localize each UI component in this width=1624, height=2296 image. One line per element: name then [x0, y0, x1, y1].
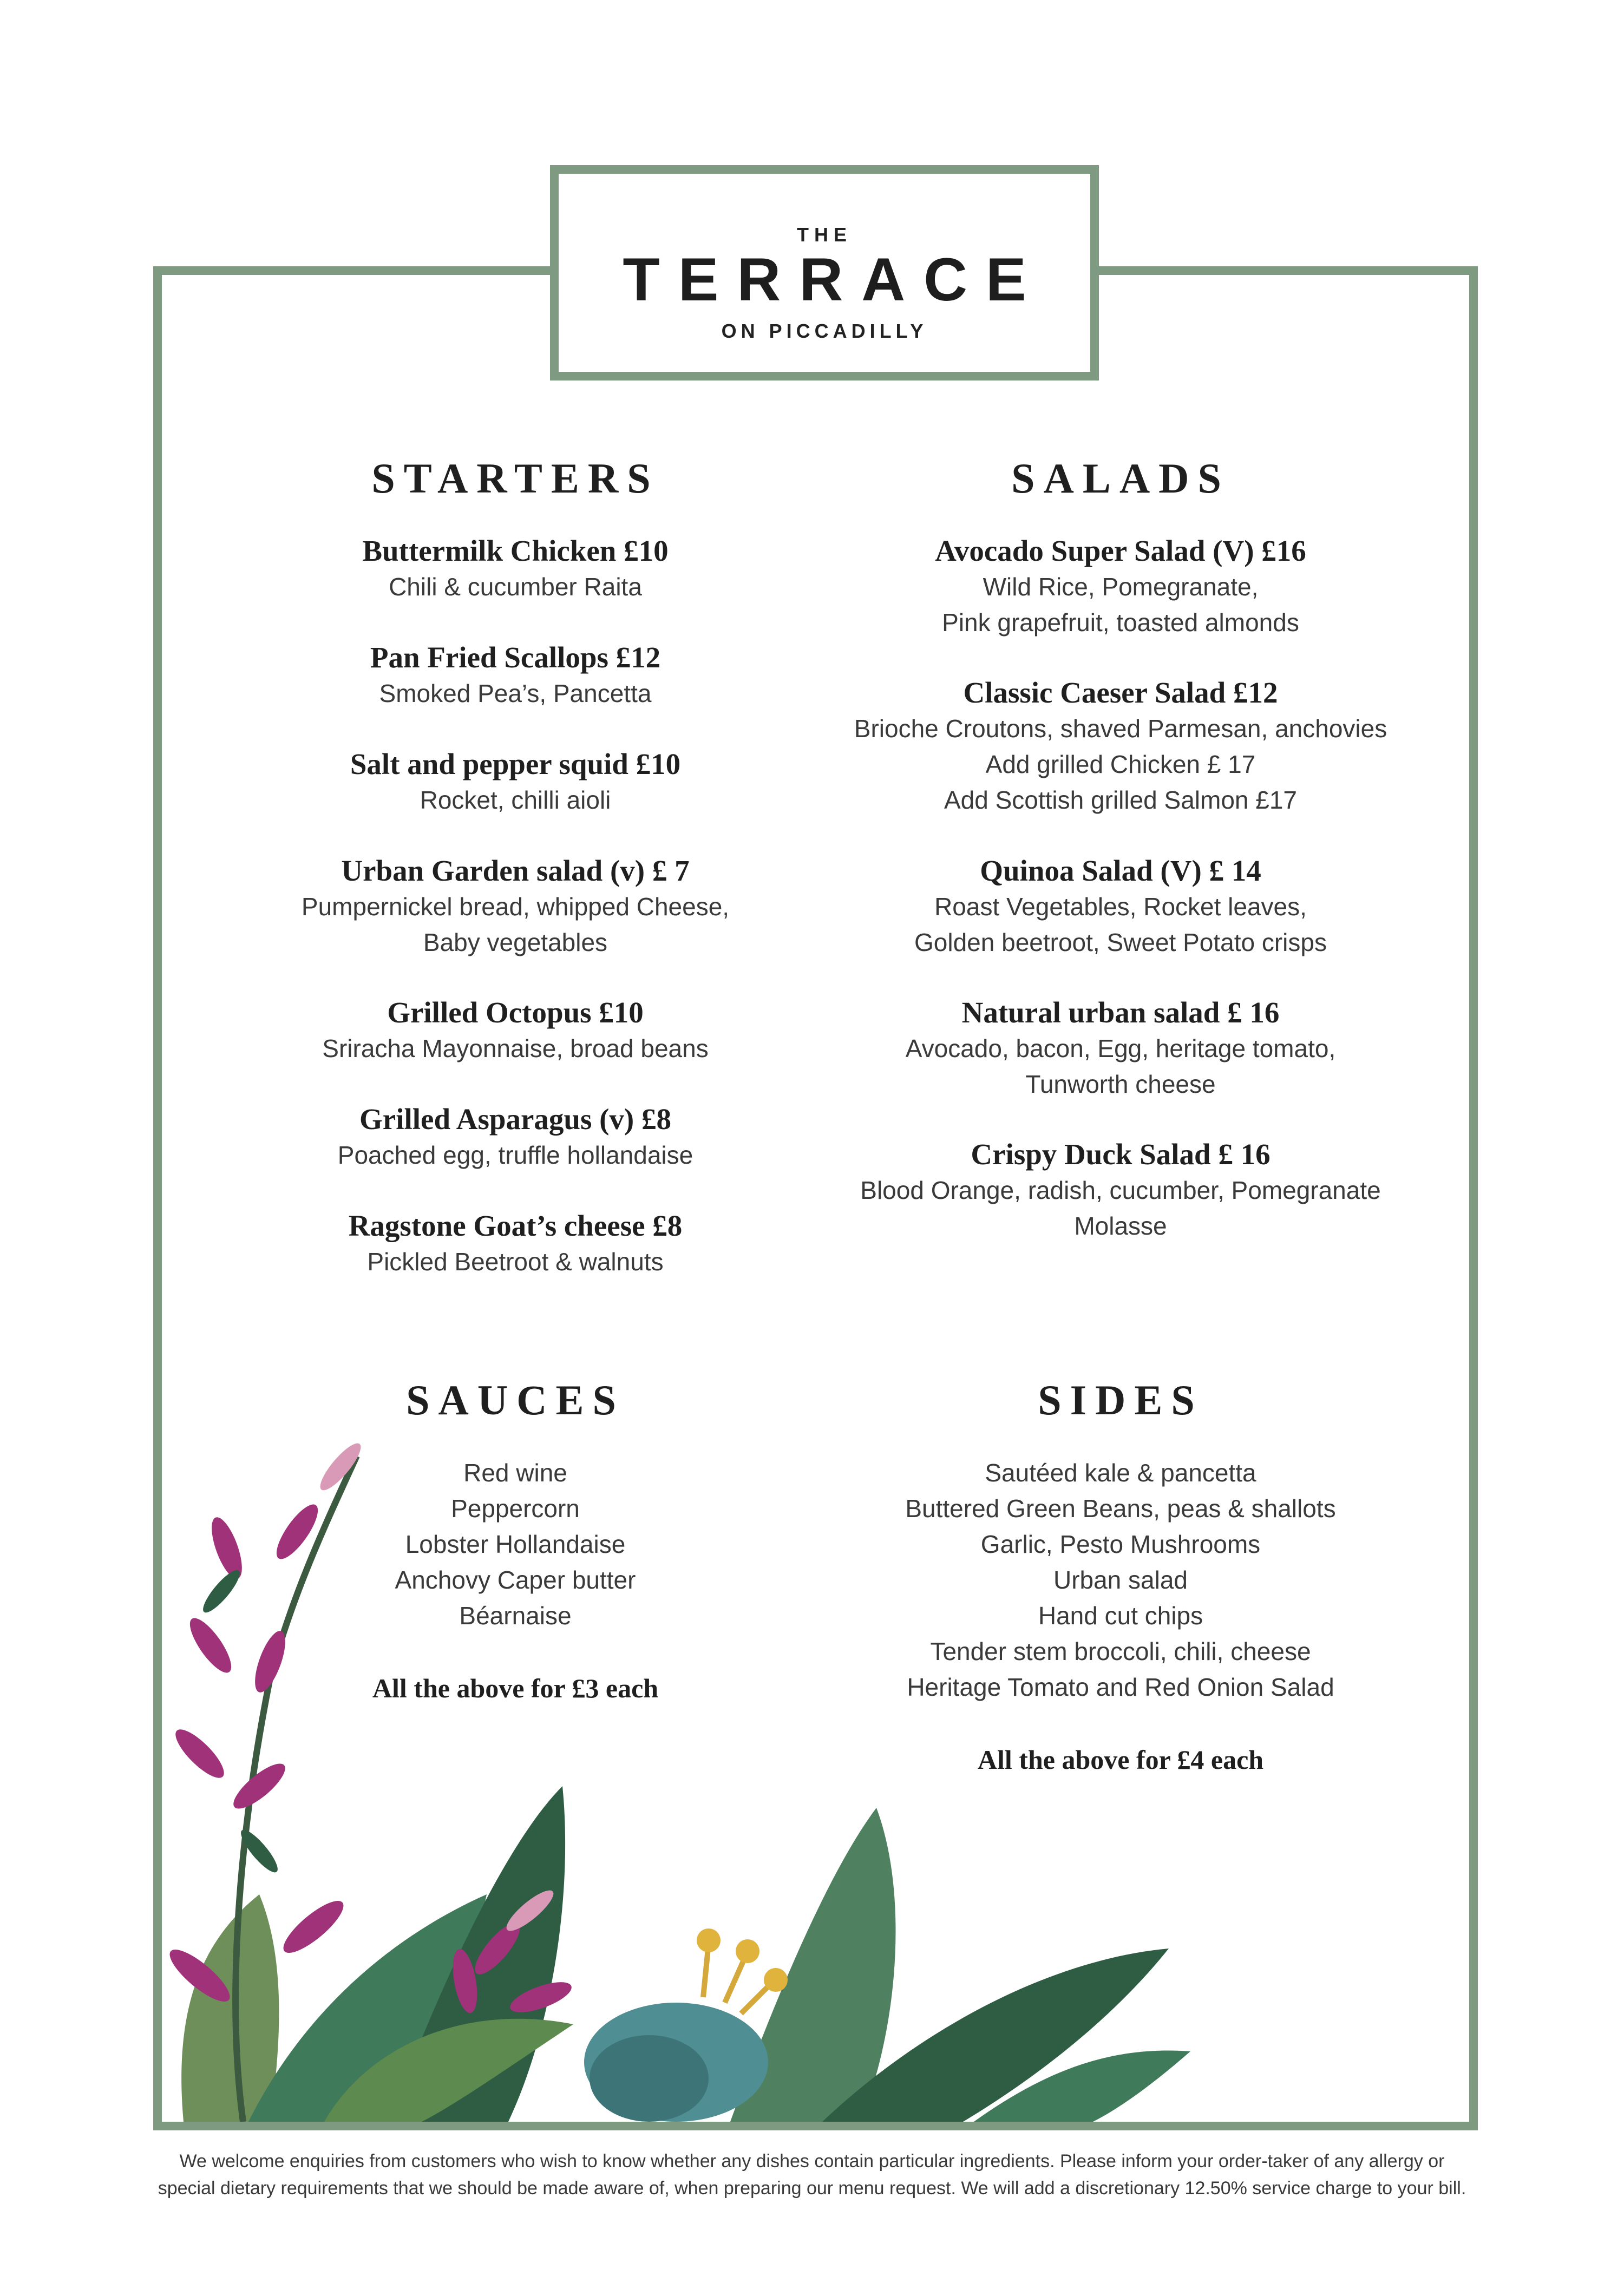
- item-desc: Molasse: [1074, 1212, 1167, 1240]
- item-name: Avocado Super Salad (V) £16: [935, 534, 1306, 567]
- item-desc: Poached egg, truffle hollandaise: [337, 1141, 693, 1169]
- leaf-shape: [198, 1566, 245, 1617]
- list-item: Garlic, Pesto Mushrooms: [980, 1530, 1261, 1558]
- list-item: Red wine: [463, 1459, 567, 1487]
- salads-title: SALADS: [1011, 455, 1230, 502]
- item-desc: Roast Vegetables, Rocket leaves,: [934, 893, 1307, 921]
- list-item: Urban salad: [1053, 1566, 1188, 1594]
- flower-shape: [697, 1928, 721, 1952]
- flower-shape: [736, 1939, 759, 1963]
- item-name: Ragstone Goat’s cheese £8: [348, 1209, 683, 1242]
- item-name: Buttermilk Chicken £10: [362, 534, 669, 567]
- logo-name: TERRACE: [623, 246, 1045, 313]
- list-item: Lobster Hollandaise: [405, 1530, 626, 1558]
- menu-item: [281, 746, 749, 818]
- item-desc: Brioche Croutons, shaved Parmesan, anchovies: [854, 714, 1387, 743]
- flower-shape: [764, 1968, 788, 1992]
- item-name: Grilled Octopus £10: [387, 996, 644, 1029]
- item-name: Pan Fried Scallops £12: [370, 641, 661, 674]
- leaf-shape: [181, 1894, 279, 2122]
- item-desc: Pink grapefruit, toasted almonds: [942, 608, 1299, 637]
- list-item: Béarnaise: [459, 1602, 572, 1630]
- menu-item: [281, 995, 749, 1066]
- item-name: Natural urban salad £ 16: [961, 996, 1280, 1029]
- list-item: Anchovy Caper butter: [395, 1566, 636, 1594]
- footer-line: We welcome enquiries from customers who wish to know whether any dishes contain particular ingredients. Please inform your order-taker of any allergy or: [179, 2151, 1445, 2172]
- item-desc: Wild Rice, Pomegranate,: [983, 573, 1259, 601]
- menu-item: [839, 995, 1402, 1102]
- list-item: Tender stem broccoli, chili, cheese: [930, 1637, 1311, 1665]
- petal-shape: [227, 1757, 291, 1815]
- item-name: Classic Caeser Salad £12: [963, 676, 1278, 709]
- item-name: Quinoa Salad (V) £ 14: [980, 854, 1261, 887]
- item-desc: Pickled Beetroot & walnuts: [367, 1248, 664, 1276]
- item-desc: Add grilled Chicken £ 17: [985, 750, 1256, 778]
- sauces-list: [281, 1455, 749, 1634]
- starters-title: STARTERS: [371, 455, 659, 502]
- item-desc: Avocado, bacon, Egg, heritage tomato,: [905, 1034, 1336, 1062]
- list-item: Peppercorn: [451, 1494, 580, 1523]
- item-desc: Smoked Pea’s, Pancetta: [379, 679, 652, 707]
- menu-item: [839, 533, 1402, 640]
- item-desc: Add Scottish grilled Salmon £17: [944, 786, 1298, 814]
- item-name: Grilled Asparagus (v) £8: [359, 1103, 671, 1136]
- item-desc: Tunworth cheese: [1025, 1070, 1216, 1098]
- petal-shape: [206, 1514, 248, 1582]
- item-desc: Golden beetroot, Sweet Potato crisps: [914, 928, 1327, 956]
- menu-item: [281, 853, 749, 960]
- sauces-title: SAUCES: [406, 1376, 625, 1423]
- item-name: Salt and pepper squid £10: [350, 747, 681, 780]
- logo-sub-line: ON PICCADILLY: [721, 320, 928, 342]
- menu-item: [281, 533, 749, 605]
- logo: [550, 165, 1099, 381]
- sides-price-note: All the above for £4 each: [977, 1744, 1264, 1775]
- item-desc: Pumpernickel bread, whipped Cheese,: [301, 893, 730, 921]
- menu-item: [281, 1208, 749, 1280]
- menu-item: [281, 640, 749, 711]
- footer-line: special dietary requirements that we should be made aware of, when preparing our menu request. We will add a discretionary 12.50% service charge to your bill.: [158, 2178, 1466, 2199]
- item-desc: Blood Orange, radish, cucumber, Pomegranate: [860, 1176, 1381, 1204]
- item-name: Crispy Duck Salad £ 16: [971, 1138, 1271, 1171]
- menu-item: [839, 675, 1402, 818]
- flower-shape: [590, 2035, 709, 2122]
- item-desc: Baby vegetables: [423, 928, 608, 956]
- item-name: Urban Garden salad (v) £ 7: [341, 854, 690, 887]
- petal-shape: [277, 1893, 350, 1960]
- petal-shape: [169, 1723, 230, 1784]
- allergy-footer: [119, 2148, 1505, 2202]
- menu-item: [839, 853, 1402, 960]
- sides-list: [839, 1455, 1402, 1705]
- item-desc: Chili & cucumber Raita: [389, 573, 642, 601]
- list-item: Buttered Green Beans, peas & shallots: [905, 1494, 1336, 1523]
- logo-top-line: THE: [797, 224, 852, 246]
- list-item: Heritage Tomato and Red Onion Salad: [907, 1673, 1334, 1701]
- menu-item: [281, 1101, 749, 1173]
- sauces-price-note: All the above for £3 each: [372, 1673, 659, 1703]
- menu-item: [839, 1137, 1402, 1244]
- petal-shape: [183, 1612, 238, 1678]
- list-item: Hand cut chips: [1038, 1602, 1203, 1630]
- item-desc: Sriracha Mayonnaise, broad beans: [322, 1034, 709, 1062]
- item-desc: Rocket, chilli aioli: [420, 786, 611, 814]
- list-item: Sautéed kale & pancetta: [985, 1459, 1256, 1487]
- sides-title: SIDES: [1038, 1376, 1203, 1423]
